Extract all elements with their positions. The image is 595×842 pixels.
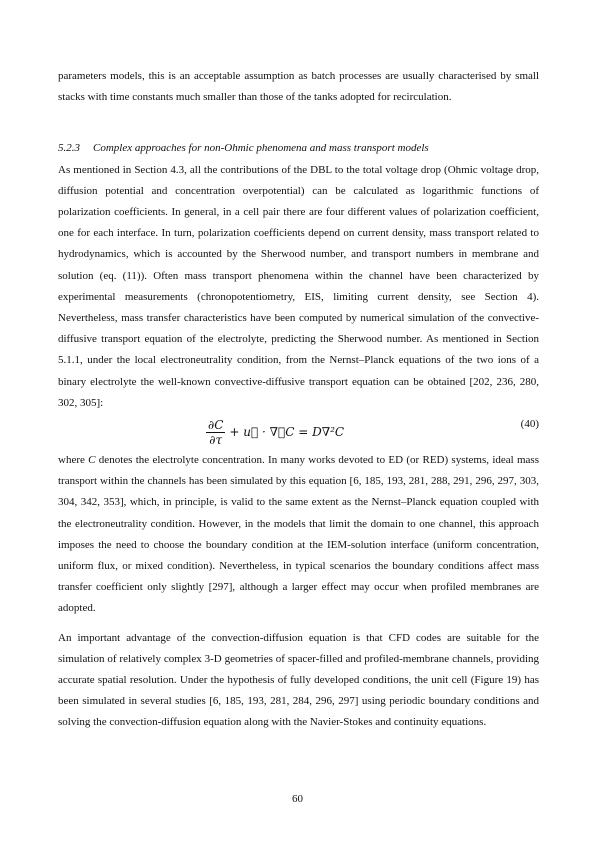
equation-40: [58, 416, 539, 450]
page-number: 60: [292, 793, 303, 805]
variable-c: C: [88, 454, 96, 467]
section-heading: [58, 138, 539, 159]
equation-denominator: ∂τ: [209, 432, 223, 447]
equation-body: [206, 416, 344, 448]
section-number: 5.2.3: [58, 142, 80, 155]
paragraph-where-c: [58, 450, 539, 620]
intro-paragraph: parameters models, this is an acceptable assumption as batch processes are usually characterised by small stacks with time constants much smaller than those of the tanks adopted for recirculation.: [58, 70, 539, 104]
equation-numerator: ∂C: [208, 417, 224, 432]
page-content: [58, 66, 539, 734]
equation-rest: + u⃗ · ∇⃗C = D∇²C: [229, 425, 345, 440]
where-text: where: [58, 454, 89, 467]
section-title: Complex approaches for non-Ohmic phenomena and mass transport models: [93, 142, 429, 155]
spacer: [58, 620, 539, 628]
paragraph-dbl-contributions: As mentioned in Section 4.3, all the contributions of the DBL to the total voltage drop (Ohmic voltage drop, diffusion potential and concentration overpotential) can be calculated as logarithmic functions of polarization coefficients. In general, in a cell pair there are four different values of polarization coefficient, one for each interface. In turn, polarization coefficients depend on current density, mass transport related to hydrodynamics, which is accounted by the Sherwood number, and transport numbers in membrane and solution (eq. (11)). Often mass transport phenomena within the channel have been characterized by experimental measurements (chronopotentiometry, EIS, limiting current density, see Section 4). Nevertheless, mass transfer characteristics have been computed by numerical simulation of the convective-diffusive transport equation of the electrolyte, predicting the Sherwood number. As mentioned in Section 5.1.1, under the local electroneutrality condition, from the Nernst–Planck equations of the two ions of a binary electrolyte the well-known convective-diffusive transport equation can be obtained [202, 236, 280, 302, 305]:: [58, 163, 539, 409]
paragraph-cfd-advantage: An important advantage of the convection-diffusion equation is that CFD codes are suitable for the simulation of relatively complex 3-D geometries of spacer-filled and profiled-membrane channels, providing accurate spatial resolution. Under the hypothesis of fully developed conditions, the unit cell (Figure 19) has been simulated in several studies [6, 185, 193, 281, 284, 296, 297] using periodic boundary conditions and solving the convection-diffusion equation along with the Navier-Stokes and continuity equations.: [58, 631, 539, 729]
spacer: [58, 108, 539, 138]
equation-number: (40): [520, 418, 539, 431]
paragraph-where-c-rest: denotes the electrolyte concentration. In many works devoted to ED (or RED) systems, ideal mass transport within the channels has been simulated by this equation [6, 185, 193, 281, 288, 291, 296, 297, 303, 304, 342, 353], which, in principle, is valid to the same extent as the Nernst–Planck equation coupled with the electroneutrality condition. However, in the models that limit the domain to one channel, this approach imposes the need to choose the boundary condition at the IEM-solution interface (uniform concentration, uniform flux, or mixed condition). Nevertheless, in typical scenarios the boundary conditions affect mass transfer coefficient only slightly [297], although a larger effect may occur when profiled membranes are adopted.: [58, 454, 539, 615]
equation-fraction: [206, 418, 225, 447]
